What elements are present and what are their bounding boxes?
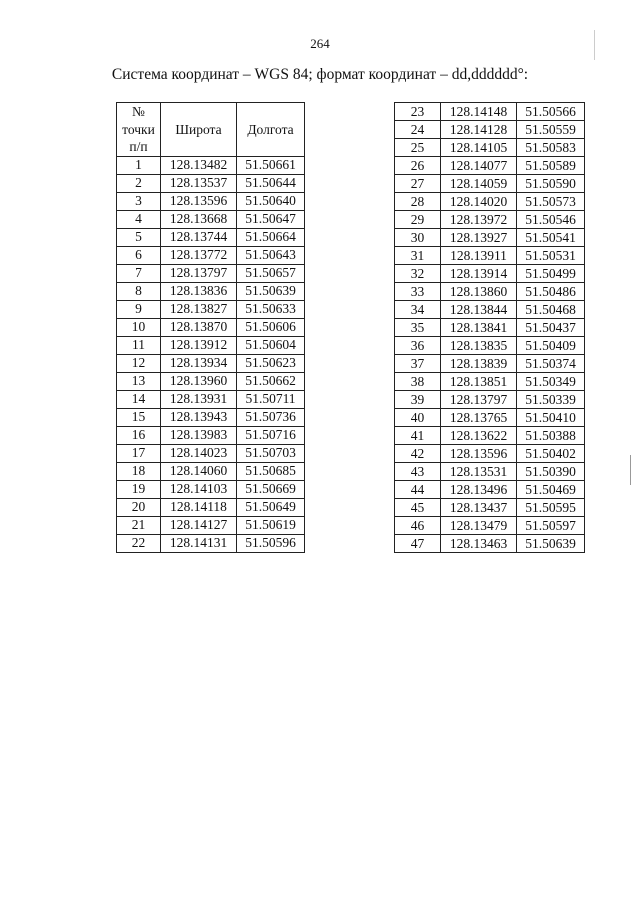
point-number-cell: 14 <box>117 390 161 408</box>
latitude-cell: 128.14060 <box>161 462 237 480</box>
table-row <box>117 408 305 426</box>
longitude-cell: 51.50374 <box>517 355 585 373</box>
table-row <box>117 390 305 408</box>
point-number-cell: 9 <box>117 300 161 318</box>
latitude-cell: 128.13827 <box>161 300 237 318</box>
longitude-cell: 51.50589 <box>517 157 585 175</box>
latitude-cell: 128.13496 <box>441 481 517 499</box>
table-row <box>117 246 305 264</box>
latitude-cell: 128.13668 <box>161 210 237 228</box>
table-row <box>395 427 585 445</box>
table-header-row <box>117 103 305 157</box>
point-number-cell: 41 <box>395 427 441 445</box>
point-number-cell: 1 <box>117 156 161 174</box>
longitude-cell: 51.50669 <box>237 480 305 498</box>
longitude-cell: 51.50662 <box>237 372 305 390</box>
latitude-cell: 128.14023 <box>161 444 237 462</box>
point-number-cell: 39 <box>395 391 441 409</box>
latitude-cell: 128.13851 <box>441 373 517 391</box>
table-row <box>395 355 585 373</box>
longitude-cell: 51.50716 <box>237 426 305 444</box>
latitude-cell: 128.13943 <box>161 408 237 426</box>
longitude-cell: 51.50644 <box>237 174 305 192</box>
latitude-cell: 128.13841 <box>441 319 517 337</box>
table-row <box>117 264 305 282</box>
latitude-cell: 128.13531 <box>441 463 517 481</box>
longitude-cell: 51.50649 <box>237 498 305 516</box>
table-row <box>117 426 305 444</box>
point-number-cell: 45 <box>395 499 441 517</box>
longitude-cell: 51.50409 <box>517 337 585 355</box>
point-number-cell: 32 <box>395 265 441 283</box>
point-number-cell: 21 <box>117 516 161 534</box>
latitude-cell: 128.13911 <box>441 247 517 265</box>
point-number-cell: 36 <box>395 337 441 355</box>
latitude-cell: 128.13622 <box>441 427 517 445</box>
longitude-cell: 51.50541 <box>517 229 585 247</box>
longitude-cell: 51.50486 <box>517 283 585 301</box>
point-number-cell: 23 <box>395 103 441 121</box>
table-row <box>395 391 585 409</box>
point-number-cell: 25 <box>395 139 441 157</box>
table-row <box>117 462 305 480</box>
point-number-cell: 31 <box>395 247 441 265</box>
latitude-cell: 128.13463 <box>441 535 517 553</box>
latitude-cell: 128.13983 <box>161 426 237 444</box>
point-number-cell: 17 <box>117 444 161 462</box>
latitude-cell: 128.13596 <box>161 192 237 210</box>
table-row <box>117 210 305 228</box>
latitude-cell: 128.13927 <box>441 229 517 247</box>
longitude-cell: 51.50437 <box>517 319 585 337</box>
point-number-cell: 26 <box>395 157 441 175</box>
point-number-cell: 38 <box>395 373 441 391</box>
table-row <box>395 139 585 157</box>
table-row <box>395 247 585 265</box>
latitude-cell: 128.13836 <box>161 282 237 300</box>
point-number-cell: 22 <box>117 534 161 552</box>
point-number-cell: 19 <box>117 480 161 498</box>
coordinates-table-left <box>116 102 305 553</box>
point-number-cell: 46 <box>395 517 441 535</box>
longitude-cell: 51.50468 <box>517 301 585 319</box>
longitude-cell: 51.50664 <box>237 228 305 246</box>
latitude-cell: 128.14131 <box>161 534 237 552</box>
point-number-cell: 27 <box>395 175 441 193</box>
latitude-cell: 128.13797 <box>441 391 517 409</box>
latitude-cell: 128.13437 <box>441 499 517 517</box>
longitude-cell: 51.50410 <box>517 409 585 427</box>
point-number-cell: 34 <box>395 301 441 319</box>
latitude-cell: 128.14020 <box>441 193 517 211</box>
latitude-cell: 128.14077 <box>441 157 517 175</box>
longitude-cell: 51.50595 <box>517 499 585 517</box>
latitude-cell: 128.13931 <box>161 390 237 408</box>
point-number-cell: 43 <box>395 463 441 481</box>
point-number-cell: 12 <box>117 354 161 372</box>
latitude-cell: 128.13972 <box>441 211 517 229</box>
point-number-cell: 3 <box>117 192 161 210</box>
longitude-cell: 51.50531 <box>517 247 585 265</box>
longitude-cell: 51.50469 <box>517 481 585 499</box>
longitude-cell: 51.50685 <box>237 462 305 480</box>
table-row <box>117 372 305 390</box>
point-number-cell: 13 <box>117 372 161 390</box>
table-row <box>117 354 305 372</box>
longitude-cell: 51.50597 <box>517 517 585 535</box>
point-number-cell: 7 <box>117 264 161 282</box>
latitude-cell: 128.14118 <box>161 498 237 516</box>
table-row <box>117 444 305 462</box>
right-table-body <box>395 103 585 553</box>
point-number-cell: 2 <box>117 174 161 192</box>
point-number-cell: 28 <box>395 193 441 211</box>
longitude-cell: 51.50640 <box>237 192 305 210</box>
longitude-cell: 51.50623 <box>237 354 305 372</box>
longitude-cell: 51.50583 <box>517 139 585 157</box>
longitude-cell: 51.50736 <box>237 408 305 426</box>
table-row <box>395 517 585 535</box>
point-number-cell: 11 <box>117 336 161 354</box>
point-number-cell: 37 <box>395 355 441 373</box>
point-number-cell: 40 <box>395 409 441 427</box>
latitude-cell: 128.14148 <box>441 103 517 121</box>
table-row <box>117 318 305 336</box>
table-row <box>117 516 305 534</box>
page-number: 264 <box>310 36 330 51</box>
header-longitude: Долгота <box>237 103 305 157</box>
longitude-cell: 51.50639 <box>517 535 585 553</box>
table-row <box>395 229 585 247</box>
point-number-cell: 4 <box>117 210 161 228</box>
latitude-cell: 128.14103 <box>161 480 237 498</box>
point-number-cell: 16 <box>117 426 161 444</box>
longitude-cell: 51.50703 <box>237 444 305 462</box>
scan-margin-line <box>630 455 631 485</box>
table-row <box>395 175 585 193</box>
point-number-cell: 42 <box>395 445 441 463</box>
latitude-cell: 128.13772 <box>161 246 237 264</box>
scan-margin-line <box>594 30 595 60</box>
point-number-cell: 24 <box>395 121 441 139</box>
header-num-line2: точки <box>122 121 155 137</box>
longitude-cell: 51.50657 <box>237 264 305 282</box>
latitude-cell: 128.13914 <box>441 265 517 283</box>
point-number-cell: 5 <box>117 228 161 246</box>
table-row <box>395 445 585 463</box>
longitude-cell: 51.50604 <box>237 336 305 354</box>
table-row <box>395 337 585 355</box>
table-row <box>395 103 585 121</box>
longitude-cell: 51.50546 <box>517 211 585 229</box>
latitude-cell: 128.13482 <box>161 156 237 174</box>
point-number-cell: 10 <box>117 318 161 336</box>
header-num-line1: № <box>132 104 145 119</box>
longitude-cell: 51.50349 <box>517 373 585 391</box>
latitude-cell: 128.13870 <box>161 318 237 336</box>
point-number-cell: 35 <box>395 319 441 337</box>
longitude-cell: 51.50388 <box>517 427 585 445</box>
table-row <box>395 193 585 211</box>
point-number-cell: 47 <box>395 535 441 553</box>
table-row <box>117 228 305 246</box>
table-row <box>395 499 585 517</box>
point-number-cell: 29 <box>395 211 441 229</box>
table-row <box>395 265 585 283</box>
left-table-body <box>117 156 305 552</box>
header-num-line3: п/п <box>129 139 148 155</box>
table-row <box>117 480 305 498</box>
longitude-cell: 51.50590 <box>517 175 585 193</box>
longitude-cell: 51.50390 <box>517 463 585 481</box>
longitude-cell: 51.50643 <box>237 246 305 264</box>
table-row <box>395 319 585 337</box>
table-row <box>117 156 305 174</box>
longitude-cell: 51.50639 <box>237 282 305 300</box>
latitude-cell: 128.14128 <box>441 121 517 139</box>
table-row <box>395 283 585 301</box>
table-row <box>395 409 585 427</box>
longitude-cell: 51.50711 <box>237 390 305 408</box>
longitude-cell: 51.50559 <box>517 121 585 139</box>
longitude-cell: 51.50402 <box>517 445 585 463</box>
point-number-cell: 18 <box>117 462 161 480</box>
table-row <box>395 121 585 139</box>
table-row <box>395 373 585 391</box>
table-row <box>117 174 305 192</box>
point-number-cell: 20 <box>117 498 161 516</box>
longitude-cell: 51.50647 <box>237 210 305 228</box>
table-row <box>395 301 585 319</box>
latitude-cell: 128.14127 <box>161 516 237 534</box>
longitude-cell: 51.50596 <box>237 534 305 552</box>
point-number-cell: 44 <box>395 481 441 499</box>
page-title: Система координат – WGS 84; формат координат – dd,dddddd°: <box>111 66 529 83</box>
longitude-cell: 51.50339 <box>517 391 585 409</box>
point-number-cell: 15 <box>117 408 161 426</box>
longitude-cell: 51.50499 <box>517 265 585 283</box>
latitude-cell: 128.13596 <box>441 445 517 463</box>
longitude-cell: 51.50633 <box>237 300 305 318</box>
latitude-cell: 128.14105 <box>441 139 517 157</box>
longitude-cell: 51.50566 <box>517 103 585 121</box>
latitude-cell: 128.13797 <box>161 264 237 282</box>
latitude-cell: 128.13934 <box>161 354 237 372</box>
longitude-cell: 51.50573 <box>517 193 585 211</box>
latitude-cell: 128.13844 <box>441 301 517 319</box>
latitude-cell: 128.13765 <box>441 409 517 427</box>
longitude-cell: 51.50606 <box>237 318 305 336</box>
table-row <box>395 211 585 229</box>
table-row <box>395 157 585 175</box>
point-number-cell: 6 <box>117 246 161 264</box>
point-number-cell: 30 <box>395 229 441 247</box>
longitude-cell: 51.50619 <box>237 516 305 534</box>
table-row <box>117 534 305 552</box>
latitude-cell: 128.13744 <box>161 228 237 246</box>
table-row <box>117 300 305 318</box>
table-row <box>117 282 305 300</box>
latitude-cell: 128.13479 <box>441 517 517 535</box>
latitude-cell: 128.13912 <box>161 336 237 354</box>
coordinates-table-right <box>394 102 585 553</box>
table-row <box>117 336 305 354</box>
latitude-cell: 128.13835 <box>441 337 517 355</box>
table-row <box>395 481 585 499</box>
point-number-cell: 8 <box>117 282 161 300</box>
header-latitude: Широта <box>161 103 237 157</box>
latitude-cell: 128.13537 <box>161 174 237 192</box>
latitude-cell: 128.13860 <box>441 283 517 301</box>
latitude-cell: 128.13839 <box>441 355 517 373</box>
table-row <box>395 535 585 553</box>
point-number-cell: 33 <box>395 283 441 301</box>
table-row <box>117 498 305 516</box>
longitude-cell: 51.50661 <box>237 156 305 174</box>
table-row <box>395 463 585 481</box>
header-point-number <box>117 103 161 157</box>
table-row <box>117 192 305 210</box>
latitude-cell: 128.14059 <box>441 175 517 193</box>
latitude-cell: 128.13960 <box>161 372 237 390</box>
